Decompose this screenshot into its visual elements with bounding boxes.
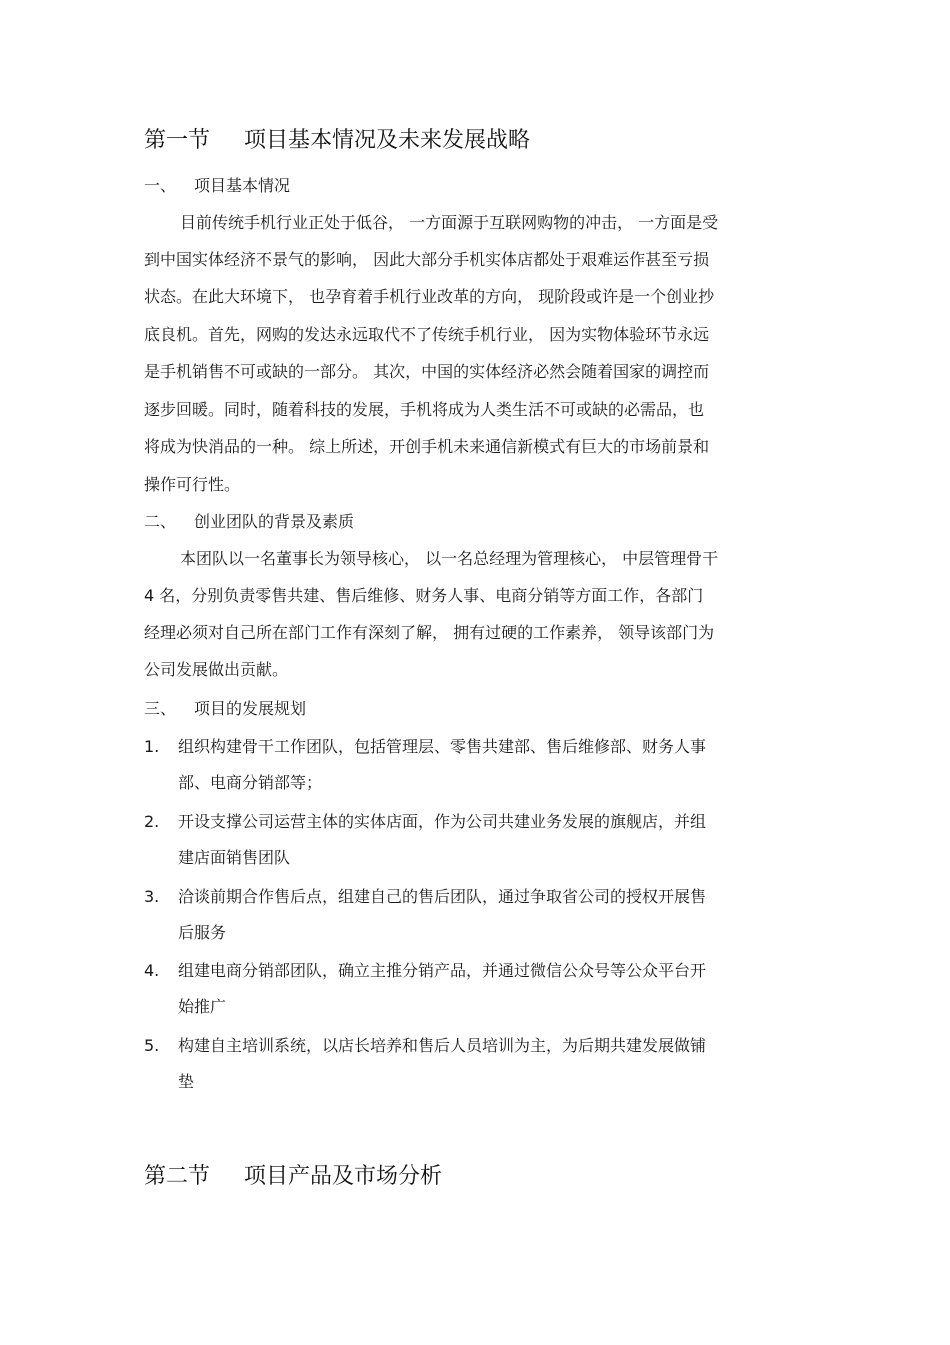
paragraph-1-line: 操作可行性。: [144, 475, 241, 494]
paragraph-1-line: 状态。在此大环境下， 也孕育着手机行业改革的方向， 现阶段或许是一个创业抄: [144, 287, 715, 306]
paragraph-2-line: 经理必须对自己所在部门工作有深刻了解， 拥有过硬的工作素养， 领导该部门为: [144, 623, 715, 642]
paragraph-1-line: 是手机销售不可或缺的一部分。 其次，中国的实体经济必然会随着国家的调控而: [144, 362, 710, 381]
paragraph-1-line: 到中国实体经济不景气的影响， 因此大部分手机实体店都处于艰难运作甚至亏损: [144, 250, 710, 269]
subheading-1: [144, 174, 290, 198]
paragraph-1-line: 将成为快消品的一种。 综上所述，开创手机未来通信新模式有巨大的市场前景和: [144, 437, 710, 456]
paragraph-1-line: 逐步回暖。同时，随着科技的发展，手机将成为人类生活不可或缺的必需品，也: [144, 400, 705, 419]
list-item-text: 开设支撑公司运营主体的实体店面，作为公司共建业务发展的旗舰店，并组: [178, 812, 707, 831]
section-1-label: 第一节: [144, 128, 211, 153]
subheading-1-title: 项目基本情况: [194, 176, 291, 195]
subheading-1-num: 一、: [144, 176, 177, 195]
paragraph-2-line: 公司发展做出贡献。: [144, 660, 289, 679]
list-item-number: 2.: [144, 812, 160, 831]
list-item-text: 部、电商分销部等；: [178, 773, 323, 792]
subheading-2-num: 二、: [144, 512, 177, 531]
list-item-text: 始推广: [178, 997, 227, 1016]
list-item-text: 建店面销售团队: [178, 848, 291, 867]
paragraph-1-line: 目前传统手机行业正处于低谷， 一方面源于互联网购物的冲击， 一方面是受: [180, 213, 719, 232]
subheading-2-title: 创业团队的背景及素质: [194, 512, 355, 531]
list-item-text: 构建自主培训系统，以店长培养和售后人员培训为主，为后期共建发展做铺: [178, 1036, 707, 1055]
list-item-text: 后服务: [178, 923, 227, 942]
section-2-title: 项目产品及市场分析: [244, 1164, 443, 1189]
list-item-text: 洽谈前期合作售后点，组建自己的售后团队，通过争取省公司的授权开展售: [178, 887, 707, 906]
list-item-text: 组织构建骨干工作团队，包括管理层、零售共建部、售后维修部、财务人事: [178, 737, 707, 756]
list-item-number: 1.: [144, 737, 160, 756]
list-item-text: 组建电商分销部团队，确立主推分销产品，并通过微信公众号等公众平台开: [178, 961, 707, 980]
paragraph-2-line: 4 名，分别负责零售共建、售后维修、财务人事、电商分销等方面工作，各部门: [144, 586, 704, 605]
section-1-heading: [144, 126, 530, 156]
section-2-heading: [144, 1162, 442, 1192]
subheading-2: [144, 510, 354, 534]
list-item-number: 5.: [144, 1036, 160, 1055]
list-item-text: 垫: [178, 1072, 195, 1091]
paragraph-2-line: 本团队以一名董事长为领导核心， 以一名总经理为管理核心， 中层管理骨干: [180, 549, 719, 568]
paragraph-1-line: 底良机。首先，网购的发达永远取代不了传统手机行业， 因为实物体验环节永远: [144, 325, 710, 344]
subheading-3-title: 项目的发展规划: [194, 699, 307, 718]
section-1-title: 项目基本情况及未来发展战略: [244, 128, 531, 153]
subheading-3-num: 三、: [144, 699, 177, 718]
subheading-3: [144, 697, 306, 721]
list-item-number: 3.: [144, 887, 160, 906]
section-2-label: 第二节: [144, 1164, 211, 1189]
list-item-number: 4.: [144, 961, 160, 980]
